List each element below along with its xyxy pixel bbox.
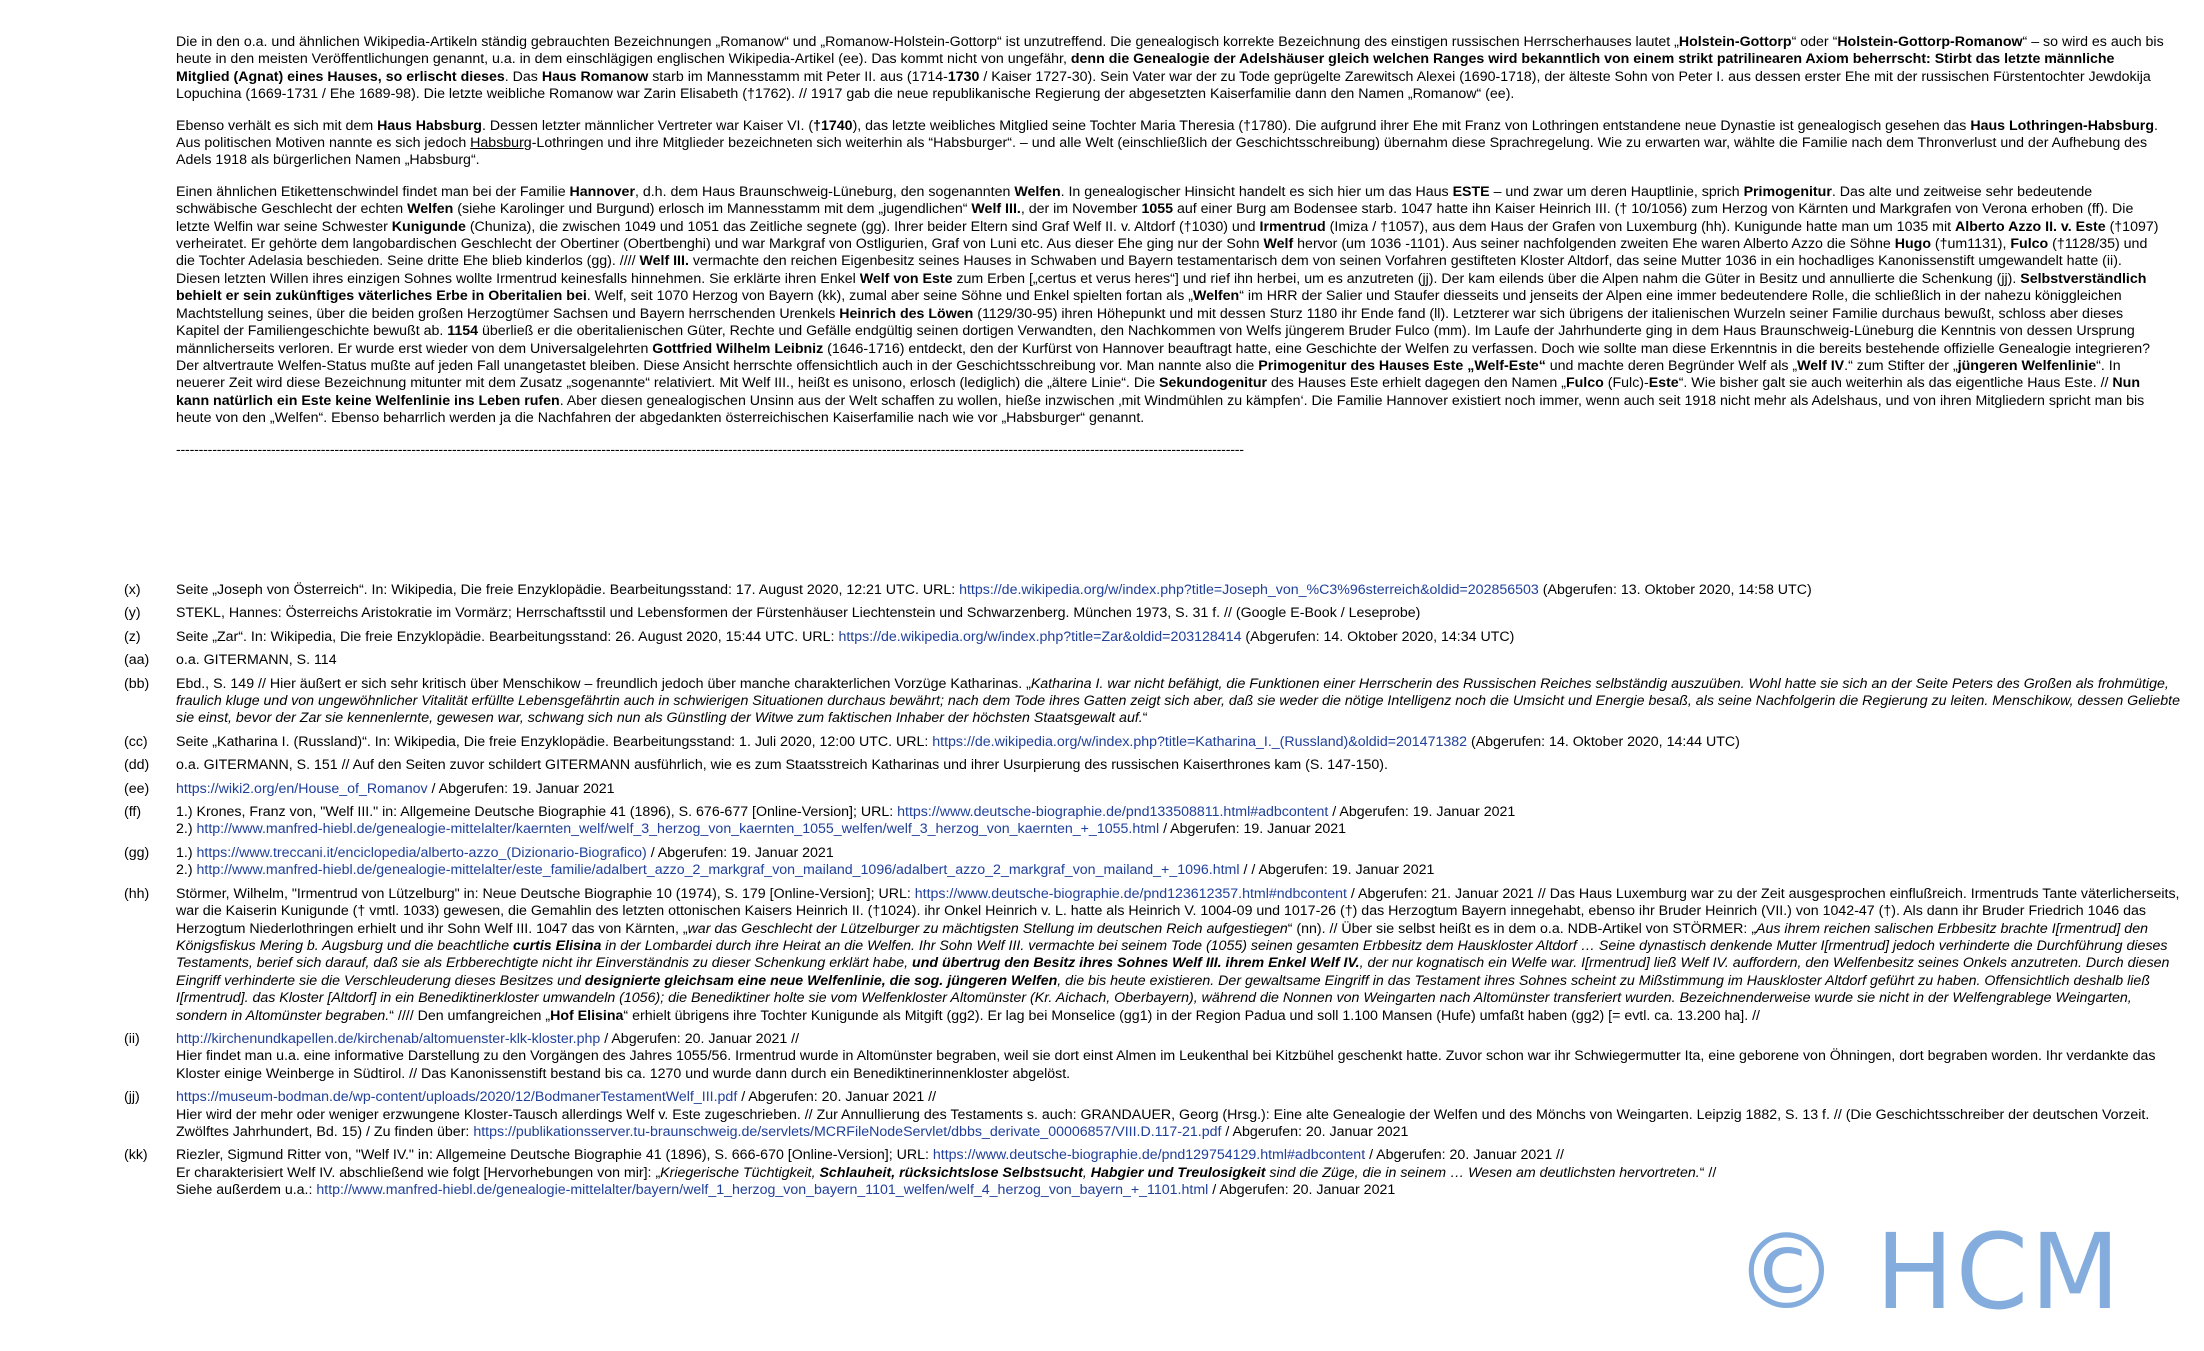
footnote-text [176, 652, 2184, 669]
footnote [124, 1031, 2184, 1083]
text-run: (Fulc)- [1603, 375, 1649, 392]
text-run: Primogenitur [1743, 183, 1832, 200]
text-run: Este [1648, 375, 1679, 392]
text-run: Welf III. [971, 201, 1021, 218]
text-run: curtis Elisina [513, 937, 602, 954]
text-run: Gottfried Wilhelm Leibniz [652, 340, 824, 357]
text-run: / Abgerufen: 19. Januar 2021 [646, 844, 834, 861]
text-run: , die bis heute existieren. Der gewaltsame Eingriff in das Testament ihres Sohnes scheint zu Mißstimmung im Hauskloster Altdorf geführt zu haben. Offensichtlich deshalb ließ I[rmentrud]. das Kloster [Altdorf] in ein Benediktinerkloster umwandeln (1056); die Benediktiner holte sie vom Welfenkloster Altomünster (Kr. Aichach, Oberbayern), während die Nonnen von Weingarten nach Altomünster transferiert wurden. Bezeichnenderweise wurde sie nicht in der Welfengrablege Weingarten, sondern in Altomünster begraben. [176, 972, 2150, 1024]
text-run: (†um1131), [1930, 236, 2011, 253]
text-run: .“ zum Stifter der „ [1844, 357, 1958, 374]
text-run: †1740 [813, 117, 853, 134]
footnote-label: (hh) [124, 885, 150, 902]
footnote-line [176, 629, 2184, 646]
footnote-label: (z) [124, 628, 141, 645]
text-run: , der im November [1020, 201, 1142, 218]
document-body [176, 34, 2166, 481]
text-run: Katharina I. war nicht befähigt, die Funktionen einer Herrscherin des Russischen Reiches selbständig auszuüben. Wohl hatte sie sich an der Seite Peters des Großen als frohmütige, fraulich kluge und von ungewöhnlicher Vitalität erfüllte Lebensgefährtin auch in schwierigen Situationen durchaus bewährt; nach dem Tode ihres Gatten zeigt sich aber, daß sie weder die nötige Intelligenz noch die Umsicht und Energie besaß, als seine Nachfolgerin die Regierung zu leiten. Menschikow, dessen Geliebte sie einst, bevor der Zar sie kennenlernte, gewesen war, schwang sich nun als Günstling der Witwe zum faktischen Inhaber der höchsten Staatsgewalt auf. [176, 675, 2181, 727]
text-run: Riezler, Sigmund Ritter von, "Welf IV." in: Allgemeine Deutsche Biographie 41 (1896), S. 666-670 [Online-Version]; URL: [176, 1147, 933, 1164]
footnote-line [176, 734, 2184, 751]
text-run: designierte gleichsam eine neue Welfenlinie, die sog. jüngeren Welfen [584, 972, 1058, 989]
footnote-text [176, 886, 2184, 1025]
text-run: starb im Mannesstamm mit Peter II. aus (1714- [648, 68, 948, 85]
text-run: / Abgerufen: 20. Januar 2021 // [737, 1089, 937, 1106]
footnote-label: (aa) [124, 652, 150, 669]
footnote-line [176, 757, 2184, 774]
footnote-label: (cc) [124, 733, 148, 750]
footnote-text [176, 757, 2184, 774]
text-run: “ oder “ [1791, 34, 1838, 50]
footnote-text [176, 845, 2184, 880]
text-run: (1129/30-95) ihren Höhepunkt und mit dessen Sturz 1180 ihr Ende fand (ll). Letzterer war sich übrigens der italienischen Wurzeln seiner Familie durchaus bewußt, schloss aber dieses Kapitel der Familiengeschichte bewußt ab. [176, 305, 2124, 340]
footnote-line [176, 886, 2184, 1025]
text-run: Sekundogenitur [1159, 375, 1268, 392]
footnote-line [176, 1031, 2184, 1048]
text-run: 2.) [176, 862, 197, 879]
text-run: Habsburg [470, 135, 532, 152]
text-run: Einen ähnlichen Etikettenschwindel findet man bei der Familie [176, 183, 570, 200]
text-run: sind die Züge, die in seinem … Wesen am deutlichsten hervortreten. [1265, 1164, 1700, 1181]
text-run: . Das [504, 68, 542, 85]
reference-link[interactable]: https://de.wikipedia.org/w/index.php?title=Katharina_I._(Russland)&oldid=201471382 [932, 733, 1468, 750]
text-run: . Aus politischen Motiven nannte es sich jedoch [176, 117, 2158, 152]
footnote-label: (ee) [124, 780, 150, 797]
text-run: Siehe außerdem u.a.: [176, 1182, 317, 1199]
reference-link[interactable]: https://www.deutsche-biographie.de/pnd133508811.html#adbcontent [897, 804, 1329, 821]
text-run: 1730 [947, 68, 980, 85]
footnote [124, 605, 2184, 622]
footnote-line [176, 1089, 2184, 1106]
footnote-label: (dd) [124, 757, 150, 774]
footnote-line [176, 676, 2184, 728]
footnote-line [176, 1048, 2184, 1083]
text-run: / / Abgerufen: 19. Januar 2021 [1239, 862, 1435, 879]
text-run: Er charakterisiert Welf IV. abschließend wie folgt [Hervorhebungen von mir]: „ [176, 1164, 661, 1181]
text-run: . Aber diesen genealogischen Unsinn aus der Welt schaffen zu wollen, hieße inzwischen ‚mit Windmühlen zu kämpfen‘. Die Familie Hannover existiert noch immer, wenn auch seit 1918 nicht mehr als Adelshaus, und von ihren Mitgliedern spricht man bis heute von den „Welfen“. Ebenso beharrlich werden ja die Nachfahren der abgedankten österreichischen Kaiserfamilie nach wie vor „Habsburger“ genannt. [176, 392, 2145, 427]
reference-link[interactable]: https://wiki2.org/en/House_of_Romanov [176, 780, 428, 797]
footnote [124, 886, 2184, 1025]
footnote-line [176, 845, 2184, 862]
text-run: / Abgerufen: 19. Januar 2021 [427, 780, 615, 797]
text-run: “. Wie bisher galt sie auch weiterhin als das eigentliche Haus Este. // [1678, 375, 2113, 392]
text-run: “ // [1699, 1164, 1717, 1181]
text-run: und machte deren Begründer Welf als „ [1545, 357, 1798, 374]
footnote-line [176, 1182, 2184, 1199]
text-run: Heinrich des Löwen [839, 305, 974, 322]
text-run: Irmentrud [1259, 218, 1326, 235]
text-run: Welf III. [639, 253, 689, 270]
reference-link[interactable]: https://de.wikipedia.org/w/index.php?title=Joseph_von_%C3%96sterreich&oldid=202856503 [959, 582, 1539, 598]
footnote-label: (ii) [124, 1030, 140, 1047]
text-run: / Abgerufen: 19. Januar 2021 [1328, 804, 1516, 821]
reference-link[interactable]: https://de.wikipedia.org/w/index.php?title=Zar&oldid=203128414 [838, 628, 1242, 645]
text-run: zum Erben [„certus et verus heres“] und rief ihn herbei, um es anzutreten (jj). Der kam eilends über die Alpen nahm die Güter in Besitz und annullierte die Schenkung (jj). [952, 270, 2021, 287]
text-run: des Hauses Este erhielt dagegen den Namen „ [1267, 375, 1566, 392]
footnote-line [176, 605, 2184, 622]
text-run: Nun kann natürlich ein Este keine Welfenlinie ins Leben rufen [176, 375, 2141, 409]
text-run: o.a. GITERMANN, S. 151 // Auf den Seiten zuvor schildert GITERMANN ausführlich, wie es zum Staatsstreich Katharinas und ihrer Usurpierung des russischen Kaiserthrones kam (S. 147-150). [176, 757, 1388, 774]
body-paragraph [176, 118, 2166, 170]
text-run: / Abgerufen: 20. Januar 2021 // [1365, 1147, 1564, 1164]
text-run: Schlauheit, rücksichtslose Selbstsucht [819, 1164, 1083, 1181]
text-run: Kriegerische Tüchtigkeit, [660, 1164, 820, 1181]
text-run: 1.) Krones, Franz von, "Welf III." in: Allgemeine Deutsche Biographie 41 (1896), S. 676-677 [Online-Version]; URL: [176, 804, 898, 821]
footnote-text [176, 629, 2184, 646]
text-run: Selbstverständlich behielt er sein zukünftiges väterliches Erbe in Oberitalien bei [176, 270, 2147, 305]
reference-link[interactable]: https://publikationsserver.tu-braunschweig.de/servlets/MCRFileNodeServlet/dbbs_derivate_00006857/VIII.D.117-21.pdf [473, 1123, 1222, 1140]
text-run: Hugo [1894, 236, 1931, 253]
text-run: . Das alte und zeitweise sehr bedeutende schwäbische Geschlecht der echten [176, 183, 2093, 218]
text-run: Ebenso verhält es sich mit dem [176, 117, 378, 134]
text-run: Welf [1263, 236, 1294, 253]
text-run: / Abgerufen: 20. Januar 2021 [1208, 1182, 1396, 1199]
text-run: , [1082, 1164, 1091, 1181]
text-run: und übertrug den Besitz ihres Sohnes Welf III. ihrem Enkel Welf IV. [912, 955, 1360, 972]
footnote-line [176, 652, 2184, 669]
text-run: Alberto Azzo II. v. Este [1955, 218, 2106, 235]
text-run: 2.) [176, 821, 197, 838]
text-run: Hof Elisina [550, 1007, 624, 1024]
text-run: (†1097) verheiratet. Er gehörte dem langobardischen Geschlecht der Obertiner (Obertbenghi) und war Markgraf von Ostligurien, Graf von Luni etc. Aus dieser Ehe ging nur der Sohn [176, 218, 2159, 253]
text-run: , d.h. dem Haus Braunschweig-Lüneburg, den sogenannten [634, 183, 1015, 200]
text-run: hervor (um 1036 -1101). Aus seiner nachfolgenden zweiten Ehe waren Alberto Azzo die Söhne [1293, 236, 1895, 253]
text-run: / Abgerufen: 21. Januar 2021 // Das Haus Luxemburg war zu der Zeit ausgesprochen einflußreich. Irmentruds Tante väterlicherseits, war die Kaiserin Kunigunde († vmtl. 1033) gewesen, die Gemahlin des letzten ottonischen Kaisers Heinrich II. (†1024). ihr Onkel Heinrich v. L. hatte als Heinrich V. 1004-09 und 1017-26 (†) das Herzogtum Bayern innegehabt, ebenso ihr Bruder Heinrich (VII.) von 1042-47 (†). Als dann ihr Bruder Friedrich 1046 das Herzogtum Niederlothringen erhielt und ihr Sohn Welf III. 1047 das von Kärnten, „ [176, 885, 2180, 937]
text-run: / Abgerufen: 20. Januar 2021 // [600, 1030, 800, 1047]
text-run: “ im HRR der Salier und Staufer diesseits und jenseits der Alpen eine immer bedeutendere Rolle, die schließlich in der nahezu königgleichen Machtstellung seines, über die beiden großen Herzogtümer Sachsen und Bayern herrschenden Urenkels [176, 288, 2122, 322]
text-run: auf einer Burg am Bodensee starb. 1047 hatte ihn Kaiser Heinrich III. († 10/1056) zum Herzog von Kärnten und Markgrafen von Verona erhoben (ff). Die letzte Welfin war seine Schwester [176, 201, 2134, 235]
text-run: Welfen [1192, 288, 1240, 305]
text-run: Seite „Zar“. In: Wikipedia, Die freie Enzyklopädie. Bearbeitungsstand: 26. August 2020, 15:44 UTC. URL: [176, 628, 839, 645]
reference-link[interactable]: https://museum-bodman.de/wp-content/uploads/2020/12/BodmanerTestamentWelf_III.pdf [176, 1089, 738, 1106]
text-run: – und zwar um deren Hauptlinie, sprich [1489, 183, 1744, 200]
footnote-label: (gg) [124, 844, 150, 861]
text-run: Haus Habsburg [377, 117, 482, 134]
text-run: (Chuniza), die zwischen 1049 und 1051 das Zeitliche segnete (gg). Ihrer beider Eltern sind Graf Welf II. v. Altdorf (†1030) und [465, 218, 1260, 235]
text-run: 1154 [447, 323, 479, 340]
text-run: ESTE [1452, 183, 1490, 200]
footnote-label: (bb) [124, 675, 150, 692]
body-paragraph [176, 34, 2166, 104]
text-run: denn die Genealogie der Adelshäuser gleich welchen Ranges wird bekanntlich von einem strikt patrilinearen Axiom beherrscht: Stirbt das letzte männliche Mitglied (Agnat) eines Hauses, so erlischt dieses [176, 51, 2115, 85]
footnote [124, 1147, 2184, 1199]
footnote-text [176, 1089, 2184, 1141]
text-run: / Kaiser 1727-30). Sein Vater war der zu Tode geprügelte Zarewitsch Alexei (1690-1718), der älteste Sohn von Peter I. aus dessen erster Ehe mit der russischen Fürstentochter Jewdokija Lopuchina (1669-1731 / Ehe 1689-98). Die letzte weibliche Romanow war Zarin Elisabeth (†1762). // 1917 gab die neue republikanische Regierung der abgesetzten Kaiserfamilie dann den Namen „Romanow“ (ee). [176, 68, 2151, 103]
footnote-line [176, 582, 2184, 599]
text-run: (Imiza / †1057), aus dem Haus der Grafen von Luxemburg (hh). Kunigunde hatte man um 1035 mit [1325, 218, 1956, 235]
text-run: (1646-1716) entdeckt, den der Kurfürst von Hannover beauftragt hatte, eine Geschichte der Welfen zu verfassen. Doch wie sollte man diese Erkenntnis in die bereits bestehende offizielle Genealogie integrieren? Der altvertraute Welfen-Status mußte auf jeden Fall unangetastet bleiben. Diese Ansicht herrschte offensichtlich auch in der Geschichtsschreibung vor. Man nannte also die [176, 340, 2150, 374]
reference-link[interactable]: https://www.deutsche-biographie.de/pnd123612357.html#ndbcontent [914, 885, 1347, 902]
text-run: (Abgerufen: 14. Oktober 2020, 14:44 UTC) [1467, 733, 1740, 750]
footnote-text [176, 582, 2184, 599]
reference-link[interactable]: https://www.deutsche-biographie.de/pnd129754129.html#adbcontent [932, 1147, 1366, 1164]
footnote-line [176, 1147, 2184, 1164]
footnote-text [176, 1147, 2184, 1199]
text-run: vermachte den reichen Eigenbesitz seines Hauses in Schwaben und Bayern testamentarisch dem von seinen Vorfahren gestifteten Kloster Altdorf, das seine Mutter 1036 in ein hochadliges Kanonissenstift umgewandelt hatte (ii). Diesen letzten Willen ihres einzigen Sohnes wollte Irmentrud keinesfalls hinnehmen. Sie erklärte ihren Enkel [176, 253, 2122, 287]
footnote-line [176, 781, 2184, 798]
footnote [124, 676, 2184, 728]
text-run: (†1128/35) und die Tochter Adelasia beschieden. Seine dritte Ehe blieb kinderlos (gg). //// [176, 236, 2148, 270]
footnote [124, 781, 2184, 798]
text-run: in der Lombardei durch ihre Heirat an die Welfen. Ihr Sohn Welf III. vermachte bei seinem Tode (1055) seinen gesamten Erbbesitz dem Hauskloster Altdorf … Seine dynastisch denkende Mutter I[rmentrud] jedoch verhinderte die Durchführung dieses Testaments, berief sich darauf, daß sie als Erbberechtigte nicht ihr Einverständnis zu dieser Schenkung erklärt habe, [176, 937, 2168, 972]
footnote-line [176, 1165, 2184, 1182]
reference-link[interactable]: http://www.manfred-hiebl.de/genealogie-mittelalter/este_familie/adalbert_azzo_2_markgraf_von_mailand_1096/adalbert_azzo_2_markgraf_von_mailand_+_1096.html [196, 862, 1240, 879]
footnote-label: (y) [124, 605, 141, 622]
copyright-watermark: © HCM [1734, 1211, 2122, 1333]
text-run: Seite „Joseph von Österreich“. In: Wikipedia, Die freie Enzyklopädie. Bearbeitungsstand: 17. August 2020, 12:21 UTC. URL: [176, 582, 960, 598]
footnote-line [176, 804, 2184, 821]
text-run: Holstein-Gottorp [1678, 34, 1792, 50]
text-run: Welf von Este [859, 270, 953, 287]
reference-link[interactable]: https://www.treccani.it/enciclopedia/alberto-azzo_(Dizionario-Biografico) [196, 844, 647, 861]
text-run: Holstein-Gottorp-Romanow [1837, 34, 2023, 50]
footnote-label: (x) [124, 582, 141, 598]
text-run: Hier findet man u.a. eine informative Darstellung zu den Vorgängen des Jahres 1055/56. Irmentrud wurde in Altomünster begraben, weil sie dort einst Almen im Leukenthal bei Kitzbühel geschenkt hatte. Zuvor schon war ihr Schwiegermutter Ita, eine geborene von Öhningen, dort begraben worden. Ihr verdankte das Kloster einige Weinberge in Südtirol. // Das Kanonissenstift bestand bis ca. 1270 und wurde dann durch ein Benediktinerinnenkloster abgelöst. [176, 1048, 2156, 1082]
footnote-text [176, 1031, 2184, 1083]
footnote [124, 734, 2184, 751]
text-run: o.a. GITERMANN, S. 114 [176, 652, 337, 669]
text-run: “ (nn). // Über sie selbst heißt es in dem o.a. NDB-Artikel von STÖRMER: „ [1287, 920, 1757, 937]
text-run: ), das letzte weibliches Mitglied seine Tochter Maria Theresia (†1780). Die aufgrund ihrer Ehe mit Franz von Lothringen entstandene neue Dynastie ist genealogisch gesehen das [852, 117, 1971, 134]
text-run: Aus ihrem reichen salischen Erbbesitz brachte I[rmentrud] den Königsfiskus Mering b. Augsburg und die beachtliche [176, 920, 2148, 954]
text-run: Die in den o.a. und ähnlichen Wikipedia-Artikeln ständig gebrauchten Bezeichnungen „Romanow“ und „Romanow-Holstein-Gottorp“ ist unzutreffend. Die genealogisch korrekte Bezeichnung des einstigen russischen Herrscherhauses lautet „ [176, 34, 1679, 50]
footnote [124, 757, 2184, 774]
text-run: “. In neuerer Zeit wird diese Bezeichnung mitunter mit dem Zusatz „sogenannte“ relativiert. Mit Welf III., heißt es unisono, erlosch (lediglich) die „ältere Linie“. Die [176, 357, 2121, 392]
text-run: (Abgerufen: 13. Oktober 2020, 14:58 UTC) [1538, 582, 1812, 598]
text-run: STEKL, Hannes: Österreichs Aristokratie im Vormärz; Herrschaftsstil und Lebensformen der Fürstenhäuser Liechtenstein und Schwarzenberg. München 1973, S. 31 f. // (Google E-Book / Leseprobe) [176, 605, 1421, 622]
footnote-text [176, 804, 2184, 839]
text-run: 1.) [176, 844, 197, 861]
footnote-label: (ff) [124, 804, 142, 821]
body-paragraph [176, 184, 2166, 428]
text-run: 1055 [1141, 201, 1174, 218]
footnote-label: (jj) [124, 1089, 140, 1106]
text-run: . In genealogischer Hinsicht handelt es sich hier um das Haus [1060, 183, 1453, 200]
footnote-line [176, 821, 2184, 838]
text-run: Ebd., S. 149 // Hier äußert er sich sehr kritisch über Menschikow – freundlich jedoch über manche charakterlichen Vorzüge Katharinas. „ [176, 675, 1031, 692]
text-run: jüngeren Welfenlinie [1957, 357, 2097, 374]
text-run: Fulco [1565, 375, 1604, 392]
text-run: Welf IV [1797, 357, 1845, 374]
footnote [124, 804, 2184, 839]
text-run: war das Geschlecht der Lützelburger zu mächtigsten Stellung im deutschen Reich aufgestiegen [687, 920, 1288, 937]
footnote [124, 652, 2184, 669]
text-run: Störmer, Wilhelm, "Irmentrud von Lützelburg" in: Neue Deutsche Biographie 10 (1974), S. 179 [Online-Version]; URL: [176, 885, 915, 902]
footnote-text [176, 676, 2184, 728]
footnote-text [176, 734, 2184, 751]
text-run: Primogenitur des Hauses Este „Welf-Este“ [1258, 357, 1546, 374]
text-run: Hier wird der mehr oder weniger erzwungene Kloster-Tausch allerdings Welf v. Este zugeschrieben. // Zur Annullierung des Testaments s. auch: GRANDAUER, Georg (Hrsg.): Eine alte Genealogie der Welfen und des Mönchs von Weingarten. Leipzig 1882, S. 13 f. // (Die Geschichtsschreiber der deutschen Vorzeit. Zwölftes Jahrhundert, Bd. 15) / Zu finden über: [176, 1106, 2150, 1140]
main-text [176, 34, 2166, 428]
text-run: / Abgerufen: 20. Januar 2021 [1221, 1123, 1409, 1140]
text-run: Fulco [2010, 236, 2049, 253]
footnote [124, 845, 2184, 880]
text-run: “ [1142, 710, 1148, 727]
footnote-text [176, 781, 2184, 798]
footnote [124, 1089, 2184, 1141]
separator-line: -------------------------------------------------------------------------------------------------------------------------------------------------------------------------------------------------------------------------------------------- [176, 441, 1244, 458]
reference-link[interactable]: http://www.manfred-hiebl.de/genealogie-mittelalter/kaernten_welf/welf_3_herzog_von_kaernten_1055_welfen/welf_3_herzog_von_kaernten_+_1055.html [196, 821, 1160, 838]
text-run: . Dessen letzter männlicher Vertreter war Kaiser VI. ( [481, 117, 814, 134]
footnote [124, 582, 2184, 599]
footnotes-list [124, 582, 2184, 1206]
text-run: “ – so wird es auch bis heute in den meisten Veröffentlichungen genannt, u.a. in dem einschlägigen englischen Wikipedia-Artikel (ee). Das kommt nicht von ungefähr, [176, 34, 2164, 68]
reference-link[interactable]: http://kirchenundkapellen.de/kirchenab/altomuenster-klk-kloster.php [176, 1030, 601, 1047]
footnote-line [176, 1107, 2184, 1142]
footnote-text [176, 605, 2184, 622]
text-run: Haus Lothringen-Habsburg [1970, 117, 2154, 134]
text-run: “ //// Den umfangreichen „ [389, 1007, 551, 1024]
footnote-line [176, 862, 2184, 879]
text-run: Kunigunde [391, 218, 466, 235]
text-run: Hannover [569, 183, 635, 200]
text-run: (siehe Karolinger und Burgund) erlosch im Mannesstamm mit dem „jugendlichen“ [453, 201, 972, 218]
text-run: . Welf, seit 1070 Herzog von Bayern (kk), zumal aber seine Söhne und Enkel spielten fortan als „ [586, 288, 1193, 305]
text-run: überließ er die oberitalienischen Güter, Rechte und Gefälle endgültig seinen dortigen Verwandten, den Nachkommen von Welfs jüngerem Bruder Fulco (mm). Im Laufe der Jahrhunderte ging in dem Haus Braunschweig-Lüneburg die Kenntnis von dessen Ursprung männlicherseits verloren. Er wurde erst wieder von dem Universalgelehrten [176, 323, 2135, 357]
text-run: / Abgerufen: 19. Januar 2021 [1159, 821, 1347, 838]
text-run: (Abgerufen: 14. Oktober 2020, 14:34 UTC) [1241, 628, 1515, 645]
footnote-label: (kk) [124, 1147, 148, 1164]
text-run: Seite „Katharina I. (Russland)“. In: Wikipedia, Die freie Enzyklopädie. Bearbeitungsstand: 1. Juli 2020, 12:00 UTC. URL: [176, 733, 933, 750]
text-run: Haus Romanow [541, 68, 649, 85]
text-run: Welfen [407, 201, 454, 218]
text-run: “ erhielt übrigens ihre Tochter Kunigunde als Mitgift (gg2). Er lag bei Monselice (gg1) in der Region Padua und soll 1.100 Mansen (Hufe) umfaßt haben (gg2) [= evtl. ca. 13.200 ha]. // [623, 1007, 1760, 1024]
footnote [124, 629, 2184, 646]
text-run: Habgier und Treulosigkeit [1090, 1164, 1266, 1181]
text-run: Welfen [1014, 183, 1061, 200]
text-run: -Lothringen und ihre Mitglieder bezeichneten sich weiterhin als “Habsburger“. – und alle Welt (einschließlich der Geschichtsschreibung) übernahm diese Sprachregelung. Wie zu erwarten war, wählte die Familie nach dem Thronverlust und der Aufhebung des Adels 1918 als bürgerlichen Namen „Habsburg“. [176, 135, 2148, 169]
reference-link[interactable]: http://www.manfred-hiebl.de/genealogie-mittelalter/bayern/welf_1_herzog_von_bayern_1101_welfen/welf_4_herzog_von_bayern_+_1101.html [316, 1182, 1209, 1199]
text-run: , der nur kognatisch ein Welfe war. I[rmentrud] ließ Welf IV. auffordern, den Welfenbesitz seines Onkels anzutreten. Durch diesen Eingriff verhinderte sie die Verschleuderung dieses Besitzes und [176, 955, 2170, 989]
